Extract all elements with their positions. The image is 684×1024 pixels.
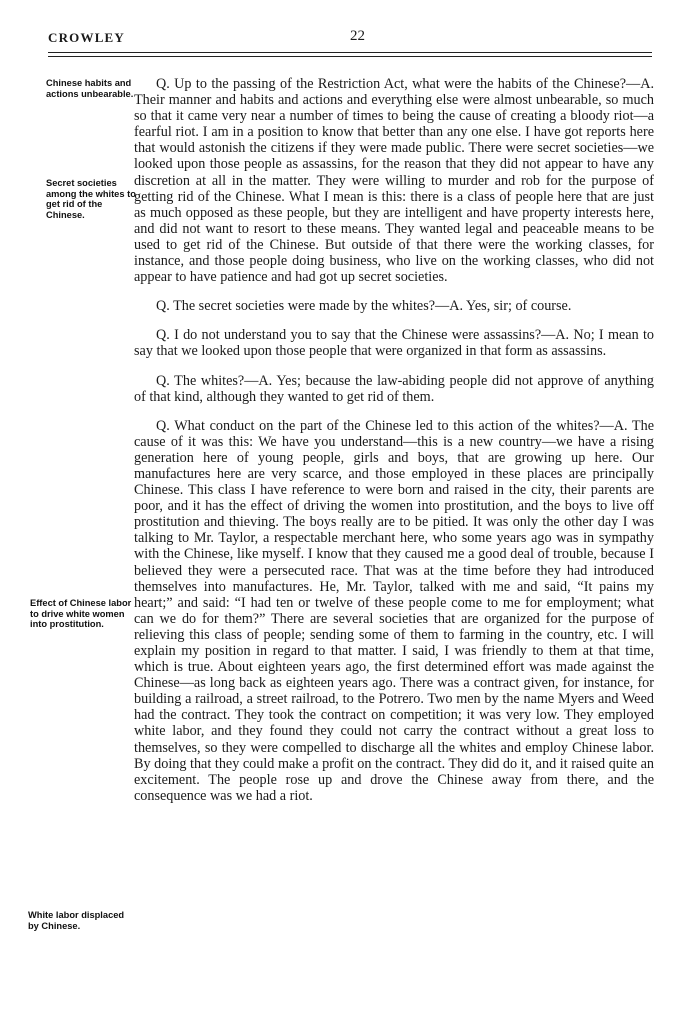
paragraph-conduct-of-chinese: Q. What conduct on the part of the Chinese led to this action of the whites?—A. The cause of it was this: We have you understand—this is a new country—we have a rising generation here of young people, girls and boys, that are growing up here. Our manufactures here are very scarce, and those employed in these places are principally Chinese. This class I have reference to were born and raised in the city, their parents are poor, and it has the effect of driving the women into prostitution, and the boys to live off prostitution and thieving. The boys really are to be pitied. It was only the other day I was talking to Mr. Taylor, a respectable merchant here, who some years ago was in sympathy with the Chinese, like myself. I know that they caused me a good deal of trouble, because I believed they were a persecuted race. That was at the time before they had introduced themselves into manufactures. He, Mr. Taylor, talked with me and said, “It pains my heart;” and said: “I had ten or twelve of these people come to me for employment; what can we do for them?” There are several societies that are organized for the purpose of relieving this class of people; sending some of them to farming in the country, etc. I will explain my position in regard to that matter. I said, I was friendly to them at that time, which is true. About eighteen years ago, the first determined effort was made against the Chinese—as long back as eighteen years ago. There was a contract given, for instance, for building a railroad, a street railroad, to the Potrero. Two men by the name Myers and Weed had the contract. They took the contract on competition; it was very low. They employed white labor, and they found they could not carry the contract without a great loss to themselves, so they were compelled to discharge all the whites and employ Chinese labor. By doing that they could make a profit on the contract. They did do it, and it raised quite an excitement. The people rose up and drove the Chinese away from there, and the consequence was we had a riot.	[134, 417, 654, 804]
paragraph-the-whites: Q. The whites?—A. Yes; because the law-abiding people did not approve of anything of that kind, although they wanted to get rid of them.	[134, 372, 654, 405]
paragraph-assassins: Q. I do not understand you to say that the Chinese were assassins?—A. No; I mean to say that we looked upon those people that were organized in that form as assassins.	[134, 327, 654, 360]
paragraph-secret-societies: Q. The secret societies were made by the whites?—A. Yes, sir; of course.	[156, 298, 572, 315]
sidenote-effect-of-chinese-labor: Effect of Chinese labor to drive white women into prostitution.	[30, 598, 132, 629]
header-rule-thin	[48, 56, 652, 57]
paragraph-restriction-act: Q. Up to the passing of the Restriction Act, what were the habits of the Chinese?—A. Their manner and habits and actions and everything else were almost unbearable, so much so that it came very near a number of times to being the cause of creating a bloody riot—a fearful riot. I am in a position to know that better than any one else. I have got reports here that would astonish the citizens if they were made public. There were secret societies—we looked upon those people as assassins, for the reason that they did not appear to have any discretion at all in the matter. They were willing to murder and rob for the purpose of getting rid of the Chinese. What I mean is this: there is a class of people here that are just as much opposed as these people, but they are intelligent and have property interests here, and did not want to resort to these means. They wanted legal and peaceable means to be used to get rid of the Chinese. But outside of that there were the working classes, for instance, and those people doing business, who live on the working classes, who did not appear to have patience and had got up secret societies.	[134, 76, 654, 286]
header-rule	[48, 52, 652, 53]
running-title: CROWLEY	[48, 30, 126, 45]
page-header	[48, 26, 652, 48]
testimony-body	[134, 76, 654, 817]
sidenote-chinese-habits: Chinese habits and actions unbearable.	[46, 78, 134, 99]
page-number: 22	[350, 28, 365, 44]
sidenote-secret-societies: Secret societies among the whites to get rid of the Chinese.	[46, 178, 136, 220]
sidenote-white-labor-displaced: White labor displaced by Chinese.	[28, 910, 125, 931]
